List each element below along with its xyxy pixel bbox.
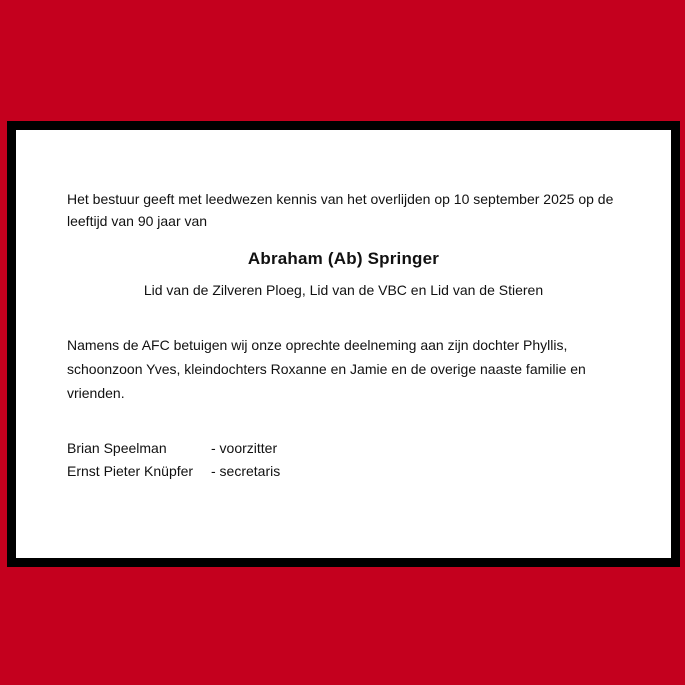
signatory-row (67, 437, 280, 460)
memberships-text: Lid van de Zilveren Ploeg, Lid van de VBC en Lid van de Stieren (143, 282, 544, 298)
intro-text: Het bestuur geeft met leedwezen kennis van het overlijden op 10 september 2025 op de leeftijd van 90 jaar van (67, 191, 614, 229)
deceased-name: Abraham (Ab) Springer (247, 249, 440, 268)
signatory-role: - voorzitter (211, 440, 278, 456)
signatory-role: - secretaris (211, 463, 281, 479)
condolence-text: Namens de AFC betuigen wij onze oprechte deelneming aan zijn dochter Phyllis, schoonzoon Yves, kleindochters Roxanne en Jamie en de overige naaste familie en vrienden. (67, 337, 586, 401)
signatory-row (67, 460, 280, 483)
signatory-name: Brian Speelman (67, 440, 167, 456)
signatory-name: Ernst Pieter Knüpfer (67, 463, 194, 479)
condolence-notice-card (7, 121, 680, 567)
signatories-list (67, 437, 280, 483)
